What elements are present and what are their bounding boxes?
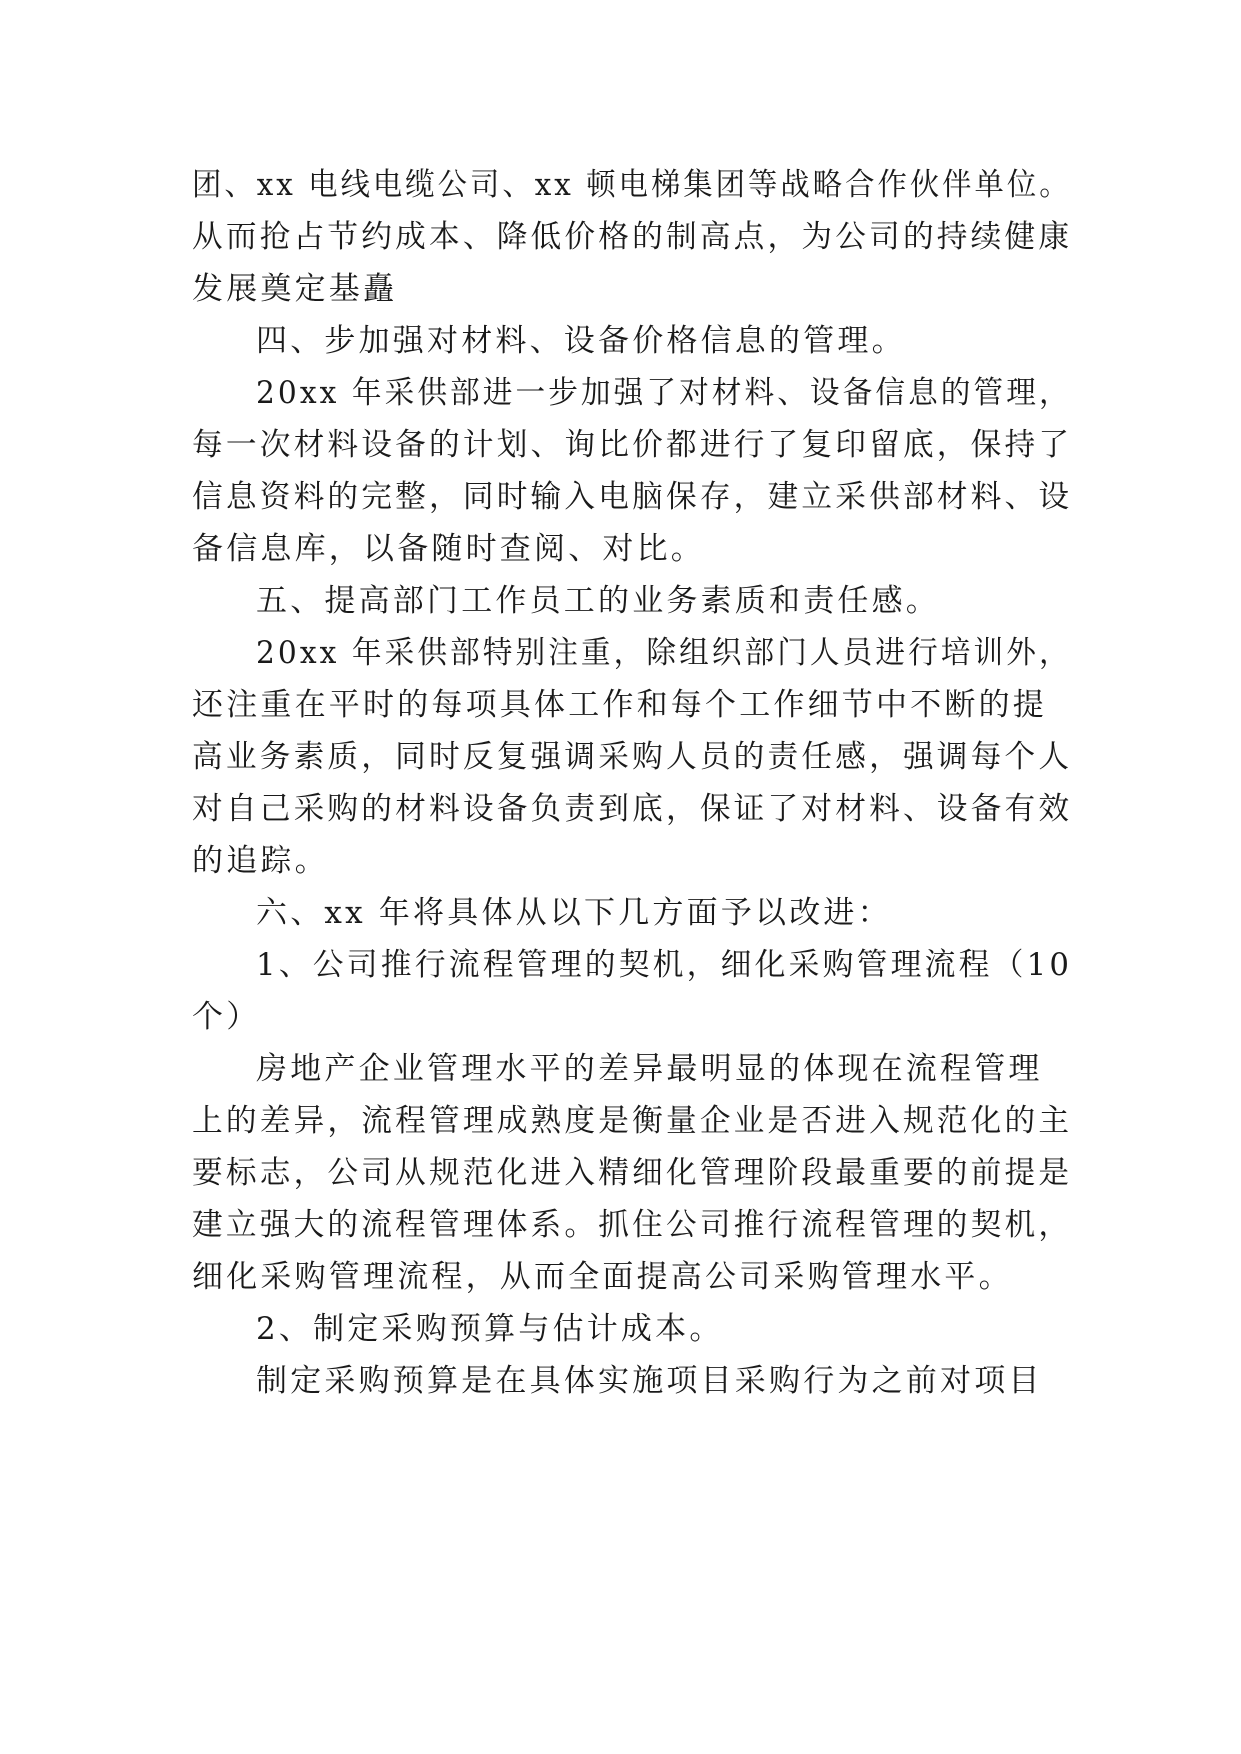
- text-line: 六、xx 年将具体从以下几方面予以改进：: [256, 895, 892, 931]
- text-line: 还注重在平时的每项具体工作和每个工作细节中不断的提: [192, 687, 1047, 723]
- text-line: 上的差异，流程管理成熟度是衡量企业是否进入规范化的主: [192, 1103, 1073, 1139]
- text-line: 房地产企业管理水平的差异最明显的体现在流程管理: [256, 1051, 1043, 1087]
- text-line: 每一次材料设备的计划、询比价都进行了复印留底，保持了: [192, 427, 1073, 463]
- text-line: 个）: [192, 999, 261, 1035]
- text-line: 备信息库，以备随时查阅、对比。: [192, 531, 705, 567]
- text-line: 建立强大的流程管理体系。抓住公司推行流程管理的契机，: [192, 1207, 1073, 1243]
- text-line: 团、xx 电线电缆公司、xx 顿电梯集团等战略合作伙伴单位。: [192, 167, 1072, 203]
- text-line: 的追踪。: [192, 843, 329, 879]
- text-line: 高业务素质，同时反复强调采购人员的责任感，强调每个人: [192, 739, 1073, 775]
- text-line: 五、提高部门工作员工的业务素质和责任感。: [256, 583, 940, 619]
- text-line: 20xx 年采供部进一步加强了对材料、设备信息的管理，: [256, 375, 1072, 411]
- text-line: 信息资料的完整，同时输入电脑保存，建立采供部材料、设: [192, 479, 1073, 515]
- text-line: 要标志，公司从规范化进入精细化管理阶段最重要的前提是: [192, 1155, 1073, 1191]
- text-line: 2、制定采购预算与估计成本。: [256, 1311, 724, 1347]
- text-line: 四、步加强对材料、设备价格信息的管理。: [256, 323, 906, 359]
- text-line: 1、公司推行流程管理的契机，细化采购管理流程（10: [256, 947, 1073, 983]
- text-line: 对自己采购的材料设备负责到底，保证了对材料、设备有效: [192, 791, 1073, 827]
- text-line: 制定采购预算是在具体实施项目采购行为之前对项目: [256, 1363, 1043, 1399]
- text-line: 20xx 年采供部特别注重，除组织部门人员进行培训外，: [256, 635, 1072, 671]
- text-line: 发展奠定基矗: [192, 271, 398, 307]
- text-line: 从而抢占节约成本、降低价格的制高点，为公司的持续健康: [192, 219, 1073, 255]
- text-line: 细化采购管理流程，从而全面提高公司采购管理水平。: [192, 1259, 1013, 1295]
